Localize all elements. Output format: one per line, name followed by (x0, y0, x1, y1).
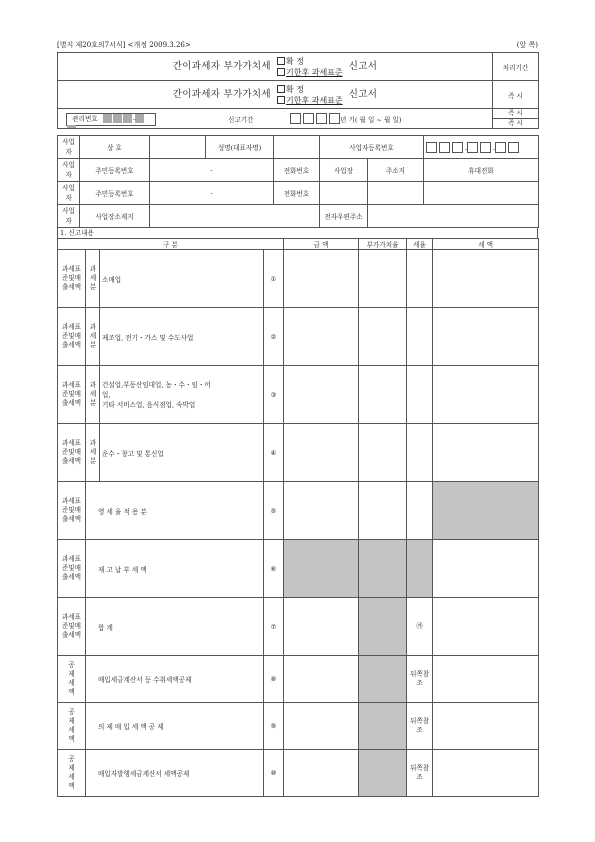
report-section-title: 1. 신고내용 (57, 228, 538, 238)
mobile-field[interactable] (424, 182, 539, 205)
sub-label-taxable: 과세분 (86, 366, 100, 424)
confirm-checkbox-2[interactable] (277, 85, 285, 93)
vat-rate-field (359, 540, 407, 598)
address-field[interactable] (368, 182, 424, 205)
tax-amount-field[interactable] (433, 308, 539, 366)
taxpayer-side-label-4: 사업자 (58, 205, 80, 228)
amount-field[interactable] (284, 424, 359, 482)
tax-amount-field[interactable] (433, 366, 539, 424)
report-side-label: 과세표준및매출세액 (58, 308, 86, 366)
report-side-label: 과세표준및매출세액 (58, 366, 86, 424)
email-field[interactable] (368, 205, 539, 228)
email-label: 전자우편주소 (320, 205, 368, 228)
year-box-4[interactable] (329, 113, 340, 124)
row-number: ⑨ (264, 703, 284, 750)
biz-reg-no-field[interactable]: - - (424, 136, 539, 159)
amount-field[interactable] (284, 656, 359, 703)
row-number: ② (264, 308, 284, 366)
sub-label-taxable: 과세분 (86, 250, 100, 308)
row-number: ③ (264, 366, 284, 424)
resident-no-field-2[interactable]: - (150, 182, 274, 205)
report-rows (58, 250, 539, 797)
year-box-3[interactable] (316, 113, 327, 124)
row-label: 제조업, 전기・가스 및 수도사업 (100, 308, 264, 366)
vat-rate-field[interactable] (359, 250, 407, 308)
tax-rate-field[interactable] (407, 308, 433, 366)
tax-amount-field[interactable] (433, 703, 539, 750)
amount-field[interactable] (284, 366, 359, 424)
taxpayer-side-label-2: 사업자 (58, 159, 80, 182)
row-label: 매입자발행세금계산서 세액공제 (86, 750, 264, 797)
year-box-2[interactable] (303, 113, 314, 124)
report-side-label: 공제세액 (58, 750, 86, 797)
report-side-label: 공제세액 (58, 703, 86, 750)
immediate-label: 즉 시 (493, 81, 539, 109)
phone-field[interactable] (320, 182, 368, 205)
mobile-label: 휴대전화 (424, 159, 539, 182)
tax-amount-field[interactable] (433, 656, 539, 703)
title-table: 간이과세자 부가가치세 확 정 기한후 과세표준 신고서 처리기간 간이과세자 부가가치세 확 정 기한후 과세표준 신고서 즉 시 관리번호 - 신고기간 년 기( 월 일 ~ 월 일) 즉 시 즉 시 (57, 52, 539, 129)
vat-rate-field (359, 656, 407, 703)
address-label: 주소지 (368, 159, 424, 182)
row-label: 매입세금계산서 등 수취세액공제 (86, 656, 264, 703)
row-number: ④ (264, 424, 284, 482)
taxpayer-table (57, 135, 539, 228)
row-number: ⑩ (264, 750, 284, 797)
col-category: 구 분 (58, 239, 284, 250)
vat-rate-field (359, 703, 407, 750)
row-label: 운수・창고 및 통신업 (100, 424, 264, 482)
report-side-label: 과세표준및매출세액 (58, 482, 86, 540)
resident-no-label-2: 주민등록번호 (80, 182, 150, 205)
row-label: 의 제 매 입 세 액 공 제 (86, 703, 264, 750)
report-row (58, 366, 539, 424)
sub-label-taxable: 과세분 (86, 424, 100, 482)
report-side-label: 공제세액 (58, 656, 86, 703)
vat-rate-field[interactable] (359, 366, 407, 424)
representative-field[interactable] (274, 136, 320, 159)
amount-field[interactable] (284, 703, 359, 750)
amount-field[interactable] (284, 750, 359, 797)
period-range: 년 기( 월 일 ~ 월 일) (340, 115, 402, 124)
trade-name-label: 상 호 (80, 136, 150, 159)
tax-rate-field[interactable]: 뒤쪽참조 (407, 656, 433, 703)
tax-amount-field[interactable] (433, 250, 539, 308)
period-label: 신고기간 (228, 115, 254, 124)
row-label: 합 계 (86, 598, 264, 656)
tax-rate-field[interactable] (407, 250, 433, 308)
vat-rate-field[interactable] (359, 424, 407, 482)
taxpayer-side-label-3: 사업자 (58, 182, 80, 205)
col-vat-rate: 부가가치율 (359, 239, 407, 250)
report-row (58, 598, 539, 656)
title-row-1: 간이과세자 부가가치세 확 정 기한후 과세표준 신고서 (58, 53, 493, 81)
sub-label-taxable: 과세분 (86, 308, 100, 366)
vat-rate-field (359, 598, 407, 656)
amount-field (284, 540, 359, 598)
report-row (58, 540, 539, 598)
row-number: ⑤ (264, 482, 284, 540)
tax-rate-field[interactable]: 뒤쪽참조 (407, 750, 433, 797)
taxpayer-side-label-1: 사업자 (58, 136, 80, 159)
tax-rate-field[interactable]: ㉮ (407, 598, 433, 656)
trade-name-field[interactable] (150, 136, 206, 159)
tax-rate-field[interactable] (407, 482, 433, 540)
confirm-checkbox[interactable] (277, 57, 285, 65)
biz-reg-no-label: 사업자등록번호 (320, 136, 424, 159)
mgmt-number-label: 관리번호 (72, 114, 98, 123)
tax-rate-field[interactable]: 뒤쪽참조 (407, 703, 433, 750)
col-amount: 금 액 (284, 239, 359, 250)
report-row (58, 703, 539, 750)
resident-no-field[interactable]: - (150, 159, 274, 182)
report-side-label: 과세표준및매출세액 (58, 540, 86, 598)
resident-no-label: 주민등록번호 (80, 159, 150, 182)
report-side-label: 과세표준및매출세액 (58, 250, 86, 308)
report-table (57, 238, 539, 797)
row-label: 재 고 납 부 세 액 (86, 540, 264, 598)
tax-form-page (57, 40, 538, 797)
report-row (58, 656, 539, 703)
form-number: [별지 제20호의7서식] <개정 2009.3.26> (57, 41, 191, 49)
col-tax-amount: 세 액 (433, 239, 539, 250)
row-number: ⑥ (264, 540, 284, 598)
amount-field[interactable] (284, 250, 359, 308)
year-box-1[interactable] (290, 113, 301, 124)
tax-rate-field[interactable] (407, 366, 433, 424)
col-tax-rate: 세율 (407, 239, 433, 250)
tax-amount-field[interactable] (433, 540, 539, 598)
tax-amount-field[interactable] (433, 750, 539, 797)
page-label: (앞 쪽) (516, 41, 538, 49)
amount-field[interactable] (284, 598, 359, 656)
vat-rate-field[interactable] (359, 308, 407, 366)
report-row (58, 250, 539, 308)
biz-address-field[interactable] (150, 205, 320, 228)
tax-rate-field (407, 540, 433, 598)
phone-label: 전화번호 (274, 159, 320, 182)
biz-address-label: 사업장소재지 (80, 205, 150, 228)
report-row (58, 750, 539, 797)
row-number: ① (264, 250, 284, 308)
tax-amount-field[interactable] (433, 424, 539, 482)
report-side-label: 과세표준및매출세액 (58, 598, 86, 656)
form-header (57, 40, 538, 52)
row-number: ⑦ (264, 598, 284, 656)
tax-amount-field[interactable] (433, 598, 539, 656)
report-row (58, 308, 539, 366)
processing-period-label: 처리기간 (493, 53, 539, 81)
report-row (58, 482, 539, 540)
report-row (58, 424, 539, 482)
amount-field[interactable] (284, 482, 359, 540)
workplace-label: 사업장 (320, 159, 368, 182)
vat-rate-field (359, 750, 407, 797)
phone-label-2: 전화번호 (274, 182, 320, 205)
representative-label: 성명(대표자명) (206, 136, 274, 159)
vat-rate-field[interactable] (359, 482, 407, 540)
tax-rate-field[interactable] (407, 424, 433, 482)
late-filing-checkbox[interactable] (277, 68, 285, 76)
row-number: ⑧ (264, 656, 284, 703)
title-row-2: 간이과세자 부가가치세 확 정 기한후 과세표준 신고서 (58, 81, 493, 109)
row-label: 영 세 율 적 용 분 (86, 482, 264, 540)
title-row-3: 관리번호 - 신고기간 년 기( 월 일 ~ 월 일) (58, 109, 493, 129)
row-label: 건설업,부동산임대업, 농・수・임・어 업, 기타 서비스업, 음식점업, 숙박업 (100, 366, 264, 424)
amount-field[interactable] (284, 308, 359, 366)
late-filing-checkbox-2[interactable] (277, 96, 285, 104)
report-side-label: 과세표준및매출세액 (58, 424, 86, 482)
row-label: 소매업 (100, 250, 264, 308)
tax-amount-field (433, 482, 539, 540)
